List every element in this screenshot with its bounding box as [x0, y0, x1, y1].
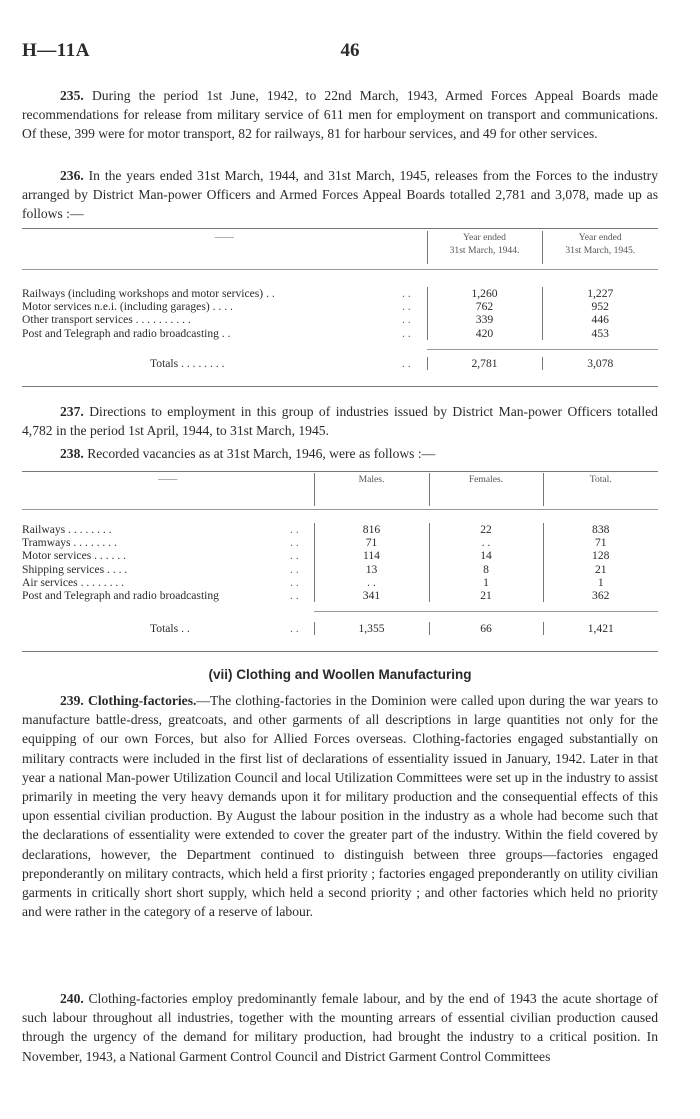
table-row: Shipping services . . . . . . 13 8 21	[22, 563, 658, 576]
paragraph-237	[22, 402, 658, 440]
paragraph-number: 235.	[60, 88, 84, 103]
table-header-row	[22, 231, 658, 264]
table-row: Motor services . . . . . . . . 114 14 128	[22, 549, 658, 562]
column-header-1945: Year ended 31st March, 1945.	[542, 231, 658, 264]
column-header-females: Females.	[429, 473, 543, 506]
table-row: Air services . . . . . . . . . . . . 1 1	[22, 576, 658, 589]
totals-row: Totals . . . . . . . . . . 2,781 3,078	[22, 357, 658, 370]
paragraph-236	[22, 166, 658, 224]
header-rule	[22, 509, 658, 510]
paragraph-text: During the period 1st June, 1942, to 22nd March, 1943, Armed Forces Appeal Boards made recommendations for release from military service of 611 men for employment on transport and communications. Of these, 399 were for motor transport, 82 for railways, 81 for harbour services, and 49 for other services.	[22, 88, 658, 142]
paragraph-title: Clothing-factories.	[88, 693, 197, 708]
vacancies-table	[22, 473, 658, 506]
table-row: Railways (including workshops and motor services) . . . . 1,260 1,227	[22, 287, 658, 300]
page-header	[22, 40, 678, 66]
subtotal-rule	[314, 611, 658, 612]
paragraph-number: 240.	[60, 991, 84, 1006]
column-header-males: Males.	[314, 473, 429, 506]
column-header-total: Total.	[543, 473, 658, 506]
table-row: Tramways . . . . . . . . . . 71 . . 71	[22, 536, 658, 549]
paragraph-238	[22, 444, 658, 463]
document-reference: H—11A	[22, 40, 90, 61]
header-rule	[22, 269, 658, 270]
stub-header: ——	[158, 474, 178, 485]
table-row: Other transport services . . . . . . . . . . . . 339 446	[22, 313, 658, 326]
table-bottom-rule	[22, 386, 658, 387]
paragraph-235	[22, 86, 658, 144]
paragraph-number: 239.	[60, 693, 84, 708]
paragraph-text: Recorded vacancies as at 31st March, 1946, were as follows :—	[87, 446, 436, 461]
releases-table-body	[22, 287, 658, 340]
table-header-row	[22, 473, 658, 506]
paragraph-text: In the years ended 31st March, 1944, and 31st March, 1945, releases from the Forces to the industry arranged by District Man-power Officers and Armed Forces Appeal Boards totalled 2,781 and 3,078, made up as follows :—	[22, 168, 659, 222]
releases-table-totals	[22, 357, 658, 370]
totals-row: Totals . . . . 1,355 66 1,421	[22, 622, 658, 635]
vacancies-table-body	[22, 523, 658, 602]
paragraph-239	[22, 691, 658, 921]
paragraph-240	[22, 989, 658, 1066]
releases-table	[22, 231, 658, 264]
section-heading: (vii) Clothing and Woollen Manufacturing	[208, 667, 472, 682]
paragraph-text: Clothing-factories employ predominantly female labour, and by the end of 1943 the acute shortage of such labour throughout all industries, together with the mounting arrears of essential civilian production caused through the urgency of the demand for military production, had brought the industry to a critical position. In November, 1943, a National Garment Control Council and District Garment Control Committees	[22, 991, 658, 1064]
paragraph-text: —The clothing-factories in the Dominion were called upon during the war years to manufacture battle-dress, greatcoats, and other garments of all descriptions in large quantities not only for the equipping of our own Forces, but also for Allied Forces overseas. Clothing-factories engaged substantially on military contracts were included in the first list of declarations of essentiality issued in January, 1942. Later in that year a national Man-power Utilization Council and local Utilization Committees were set up in the industry to assist primarily in meeting the very heavy demands upon it for military production and the consequential effects of this upon essential civilian production. By August the labour position in the industry as a whole had become such that the declarations of essentiality were extended to cover the greater part of the industry. Within the field covered by declarations, however, the Department continued to distinguish between three groups—factories engaged preponderantly on military contracts, which held a first priority ; factories engaged preponderantly on utility civilian garments in critically short short supply, which held a second priority ; and other factories which held no priority and were rather in the category of a reserve of labour.	[22, 693, 658, 920]
table-row: Motor services n.e.i. (including garages) . . . . . . 762 952	[22, 300, 658, 313]
column-header-1944: Year ended 31st March, 1944.	[427, 231, 542, 264]
paragraph-number: 236.	[60, 168, 84, 183]
subtotal-rule	[427, 349, 658, 350]
table-top-rule	[22, 471, 658, 472]
page-number: 46	[340, 40, 360, 61]
table-row: Post and Telegraph and radio broadcasting . . 341 21 362	[22, 589, 658, 602]
paragraph-number: 237.	[60, 404, 84, 419]
table-bottom-rule	[22, 651, 658, 652]
stub-header: ——	[214, 232, 234, 243]
paragraph-text: Directions to employment in this group of industries issued by District Man-power Officers totalled 4,782 in the period 1st April, 1944, to 31st March, 1945.	[22, 404, 658, 439]
table-row: Railways . . . . . . . . . . 816 22 838	[22, 523, 658, 536]
vacancies-table-totals	[22, 622, 658, 635]
table-top-rule	[22, 228, 658, 229]
table-row: Post and Telegraph and radio broadcasting . . . . 420 453	[22, 327, 658, 340]
paragraph-number: 238.	[60, 446, 84, 461]
